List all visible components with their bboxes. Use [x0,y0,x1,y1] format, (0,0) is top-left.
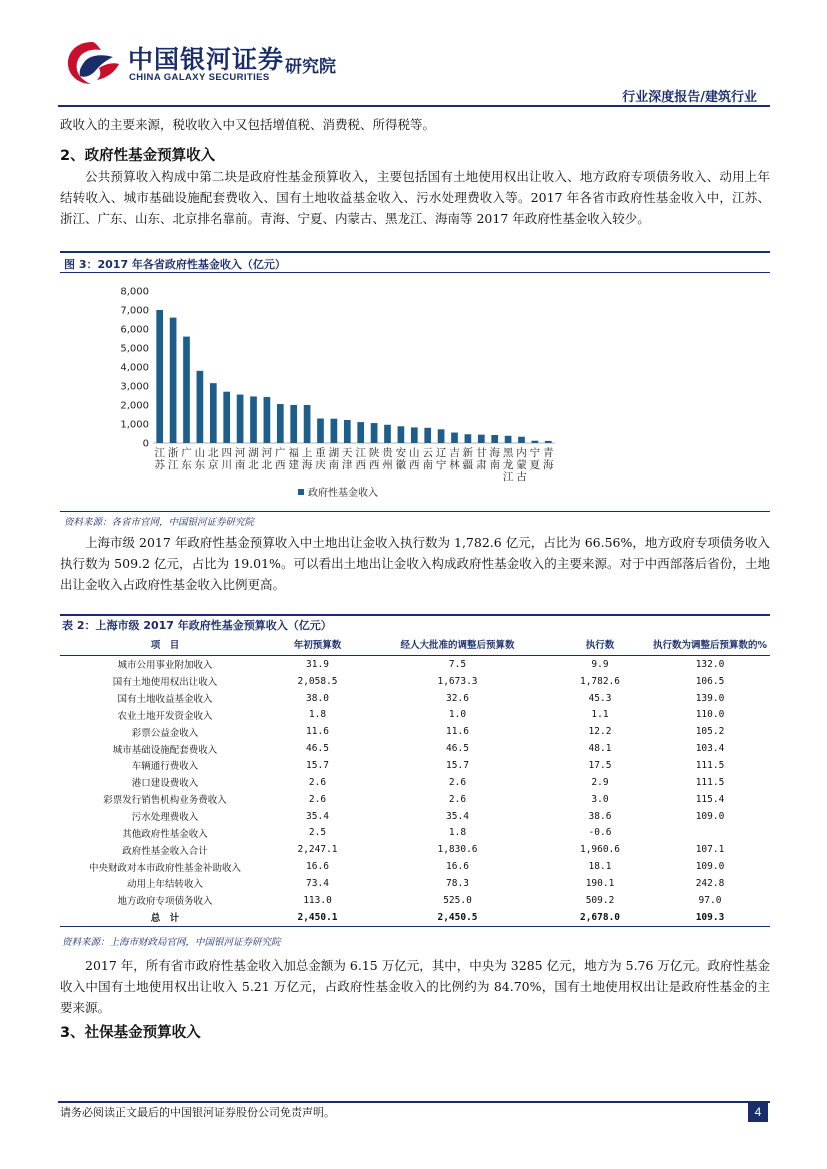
table-cell-value: 1.8 [308,709,327,721]
table-cell-value: 2,678.0 [550,909,650,926]
table-cell-value: 48.1 [588,743,612,755]
x-tick-label: 天 [342,447,353,459]
bar-吉林 [451,433,458,443]
header [0,0,827,110]
x-tick-label: 京 [208,459,219,471]
x-tick-label: 福 [288,447,299,459]
table-row [60,673,770,690]
table-cell-value: 46.5 [446,743,469,755]
bar-内蒙古 [518,437,525,443]
x-tick-label: 辽 [435,447,447,459]
x-tick-label: 东 [194,459,206,471]
bar-河北 [264,397,271,443]
bar-湖北 [250,396,257,443]
table-cell-value: 1.0 [448,709,467,721]
x-tick-label: 湖 [328,447,340,459]
galaxy-logo-icon [63,38,121,88]
table-cell-value: 2,450.5 [365,909,550,926]
figure-title-rule [60,272,770,273]
y-tick-label: 3,000 [120,381,149,393]
table-cell-value: 109.0 [695,810,725,822]
table-cell-value: 7.5 [448,658,467,670]
company-name-cn: 中国银河证券 [128,45,285,74]
bar-新疆 [465,434,472,443]
figure-3-title: 图 3：2017 年各省政府性基金收入（亿元） [64,258,286,271]
x-tick-label: 浙 [167,447,179,459]
table-row [60,740,770,757]
table-cell-value: 1,960.6 [579,844,621,856]
x-tick-label: 吉 [449,447,460,459]
bar-河南 [237,395,244,443]
x-tick-label: 川 [221,459,232,471]
table-header-row [60,633,770,656]
footer-disclaimer: 请务必阅读正文最后的中国银河证券股份公司免责声明。 [60,1106,335,1119]
table-cell-value: 115.4 [695,793,725,805]
table-row [60,841,770,858]
x-tick-label: 江 [167,459,179,471]
bar-甘肃 [478,435,485,443]
table-cell-value: 111.5 [695,776,725,788]
bar-江苏 [156,310,163,443]
table-cell-value: 1,782.6 [579,675,621,687]
table-cell-item: 农业土地开发资金收入 [117,710,213,722]
x-tick-label: 海 [301,459,313,471]
x-tick-label: 北 [248,459,259,471]
x-tick-label: 陕 [368,447,380,459]
x-tick-label: 黑 [502,447,514,459]
table-cell-item: 其他政府性基金收入 [122,828,208,840]
table-cell-item: 中央财政对本市政府性基金补助收入 [88,862,241,874]
shanghai-paragraph: 上海市级 2017 年政府性基金预算收入中土地出让金收入执行数为 1,782.6 亿元，占比为 66.56%，地方政府专项债务收入执行数为 509.2 亿元，占比为 19.01%。可以看出土地出让金收入构成政府性基金收入的主要来源。对于中西部落后省份，土地出让金收入占政府性基金收入比例更高。 [60,535,770,592]
y-tick-label: 4,000 [120,362,149,374]
bar-广西 [277,404,284,443]
table-cell-value: 113.0 [303,894,332,906]
x-tick-label: 山 [409,447,420,459]
table-cell-value: 2.6 [308,793,327,805]
table-header: 项 目 [60,633,270,656]
x-tick-label: 南 [489,459,500,471]
table-cell-value: 97.0 [698,894,722,906]
table-cell-item: 污水处理费收入 [131,812,199,824]
bar-江西 [357,422,364,443]
table-cell-value: 12.2 [588,726,612,738]
table-cell-item: 彩票发行销售机构业务费收入 [103,795,227,807]
x-tick-label: 青 [543,447,554,459]
summary-paragraph: 2017 年，所有省市政府性基金收入加总金额为 6.15 万亿元，其中，中央为 3285 亿元，地方为 5.76 万亿元。政府性基金收入中国有土地使用权出让收入 5.21 万亿元，占政府性基金收入的比例约为 84.70%，国有土地使用权出让是政府性基金的主要来源。 [60,958,770,1015]
table-cell-value: 2,450.1 [270,909,365,926]
company-name-en: CHINA GALAXY SECURITIES [129,72,270,83]
table-cell-value: 2.9 [591,776,609,788]
table-cell-item: 政府性基金收入合计 [122,845,208,857]
table-cell-value: 1,673.3 [437,675,478,687]
x-tick-label: 宁 [529,447,541,459]
x-tick-label: 宁 [435,459,447,471]
table-cell-value: 35.4 [306,810,329,822]
table-cell-value: 46.5 [306,743,329,755]
x-tick-label: 海 [489,447,500,459]
bar-上海 [304,405,311,443]
table-cell-value [650,824,770,841]
table-cell-value: 1,830.6 [437,844,478,856]
x-tick-label: 西 [368,459,380,471]
legend-label: 政府性基金收入 [308,488,378,499]
table-cell-value: 45.3 [588,692,612,704]
report-tag: 行业深度报告/建筑行业 [622,90,757,105]
x-tick-label: 南 [328,459,340,471]
x-tick-label: 河 [234,447,246,459]
x-tick-label: 西 [355,459,366,471]
footer-rule [58,1101,770,1103]
table-cell-value: 73.4 [306,877,329,889]
table-cell-value: 109.0 [695,861,725,873]
x-tick-label: 林 [449,459,460,471]
table-cell-value: -0.6 [588,827,612,839]
section-2-heading: 2、政府性基金预算收入 [60,148,216,164]
bar-广东 [183,337,190,443]
table-cell-item: 地方政府专项债务收入 [117,896,213,908]
table-header: 执行数为调整后预算数的% [650,633,770,656]
table-cell-item: 国有土地使用权出让收入 [112,677,218,689]
table-cell-item: 城市基础设施配套费收入 [112,744,218,756]
y-tick-label: 0 [142,438,149,450]
bar-天津 [344,420,351,443]
table-cell-value: 31.9 [306,658,329,670]
x-tick-label: 四 [221,447,232,459]
table-cell-value: 11.6 [306,726,329,738]
table-cell-value: 2.6 [448,776,467,788]
table-cell-value: 35.4 [446,810,469,822]
x-tick-label: 内 [516,447,527,459]
figure-bottom-rule [60,511,770,512]
table-cell-value: 78.3 [446,877,469,889]
table-cell-value: 105.2 [695,726,725,738]
table-cell-value: 1.8 [448,827,467,839]
table-cell-value: 16.6 [306,861,329,873]
x-tick-label: 贵 [382,447,393,459]
x-tick-label: 山 [194,447,206,459]
table-cell-value: 11.6 [446,726,469,738]
x-tick-label: 北 [261,459,273,471]
bar-陕西 [371,423,378,443]
table-row [60,808,770,825]
table-cell-item: 城市公用事业附加收入 [117,660,213,672]
table-2-source: 资料来源：上海市财政局官网，中国银河证券研究院 [62,937,281,948]
table-cell-value: 15.7 [446,759,469,771]
table-row [60,892,770,909]
table-cell-value: 110.0 [695,709,725,721]
y-tick-label: 6,000 [120,324,149,336]
bar-山西 [411,427,418,443]
table-cell-value: 525.0 [443,894,472,906]
x-tick-label: 新 [462,447,474,459]
table-cell-value: 107.1 [695,844,725,856]
table-header: 年初预算数 [270,633,365,656]
x-tick-label: 河 [261,447,273,459]
x-tick-label: 上 [301,447,313,459]
figure-3-source: 资料来源：各省市官网，中国银河证券研究院 [64,517,255,528]
x-tick-label: 苏 [154,459,165,471]
table-cell-value: 242.8 [695,877,725,889]
table-cell-value: 109.3 [650,909,770,926]
legend-swatch [298,489,304,495]
figure-top-rule [60,251,770,253]
bar-安徽 [398,426,405,443]
x-tick-label: 江 [502,471,514,483]
table-header: 经人大批准的调整后预算数 [365,633,550,656]
table-cell-value: 106.5 [695,675,725,687]
x-tick-label: 广 [275,447,286,459]
bar-辽宁 [438,429,445,443]
bar-云南 [424,428,431,443]
y-tick-label: 7,000 [120,305,149,317]
x-tick-label: 南 [422,459,433,471]
table-cell-value: 2.6 [448,793,467,805]
table-top-rule [60,614,770,616]
table-total-row [60,909,770,926]
table-cell-value: 2.5 [308,827,327,839]
bar-chart [60,276,770,510]
x-tick-label: 津 [342,459,353,471]
table-cell-item: 彩票公益金收入 [131,727,199,739]
x-tick-label: 庆 [315,459,326,471]
bar-福建 [290,405,297,443]
bar-四川 [223,392,230,443]
table-cell-value: 38.0 [306,692,329,704]
y-tick-label: 5,000 [120,343,149,355]
y-tick-label: 1,000 [120,419,149,431]
table-row [60,875,770,892]
x-tick-label: 北 [208,447,219,459]
table-cell-item: 动用上年结转收入 [126,879,203,891]
x-tick-label: 肃 [476,459,487,471]
table-row [60,690,770,707]
x-tick-label: 徽 [395,459,407,471]
x-tick-label: 东 [181,459,192,471]
table-cell-value: 15.7 [306,759,329,771]
bar-湖南 [331,419,338,443]
x-tick-label: 甘 [476,447,487,459]
table-cell-value: 32.6 [446,692,469,704]
table-cell-value: 103.4 [695,743,725,755]
x-tick-label: 建 [288,459,299,471]
bar-北京 [210,383,217,443]
table-cell-value: 111.5 [695,759,725,771]
x-tick-label: 江 [355,447,366,459]
x-tick-label: 龙 [502,459,514,471]
table-cell-value: 38.6 [588,810,612,822]
bar-浙江 [170,318,177,443]
bar-黑龙江 [505,436,512,443]
table-cell-item: 港口建设费收入 [131,778,199,790]
table-row [60,824,770,841]
table-row [60,757,770,774]
y-tick-label: 8,000 [120,286,149,298]
bar-重庆 [317,418,324,443]
x-tick-label: 江 [154,447,165,459]
table-row [60,858,770,875]
table-row [60,723,770,740]
table-cell-value: 18.1 [588,861,612,873]
table-cell-value: 2.6 [308,776,327,788]
intro-line: 政收入的主要来源，税收收入中又包括增值税、消费税、所得税等。 [60,117,436,132]
table-row [60,707,770,724]
x-tick-label: 安 [395,447,407,459]
section-2-paragraph: 公共预算收入构成中第二块是政府性基金预算收入，主要包括国有土地使用权出让收入、地方政府专项债务收入、动用上年结转收入、城市基础设施配套费收入、国有土地收益基金收入、污水处理费收入等。2017 年各省市政府性基金收入中，江苏、浙江、广东、山东、北京排名靠前。青海、宁夏、内蒙古、黑龙江、海南等 2017 年政府性基金收入较少。 [60,169,770,226]
table-cell-value: 9.9 [591,658,609,670]
y-tick-label: 2,000 [120,400,149,412]
table-cell-item: 国有土地收益基金收入 [117,694,213,706]
page-number: 4 [748,1102,768,1122]
x-tick-label: 广 [181,447,192,459]
x-tick-label: 蒙 [516,459,527,471]
table-cell-value: 509.2 [585,894,615,906]
bar-海南 [491,435,498,443]
table-2-title: 表 2：上海市级 2017 年政府性基金预算收入（亿元） [62,619,332,632]
table-cell-value: 1.1 [591,709,609,721]
bar-山东 [197,371,204,443]
table-cell-value: 3.0 [591,793,609,805]
x-tick-label: 重 [315,447,326,459]
x-tick-label: 湖 [248,447,259,459]
table-cell-value: 139.0 [695,692,725,704]
table-cell-value: 132.0 [695,658,725,670]
table-cell-value: 17.5 [588,759,612,771]
table-2 [60,633,770,927]
x-tick-label: 西 [409,459,420,471]
table-cell-value: 2,247.1 [297,844,338,856]
header-rule [58,105,770,107]
table-cell-value: 2,058.5 [297,675,338,687]
bar-宁夏 [532,441,539,443]
bar-青海 [545,441,552,443]
section-3-heading: 3、社保基金预算收入 [60,1025,201,1041]
table-cell-item: 总 计 [60,909,270,926]
x-tick-label: 南 [234,459,246,471]
table-cell-value: 16.6 [446,861,469,873]
x-tick-label: 夏 [529,459,541,471]
table-header: 执行数 [550,633,650,656]
x-tick-label: 海 [543,459,554,471]
table-row [60,774,770,791]
x-tick-label: 云 [422,447,433,459]
dept-label: 研究院 [285,57,336,77]
x-tick-label: 州 [382,459,393,471]
table-cell-value: 190.1 [585,877,615,889]
table-cell-item: 车辆通行费收入 [131,761,199,773]
table-row [60,791,770,808]
x-tick-label: 西 [275,459,286,471]
table-row [60,656,770,673]
x-tick-label: 古 [516,471,527,483]
bar-贵州 [384,425,391,443]
x-tick-label: 疆 [462,459,474,471]
